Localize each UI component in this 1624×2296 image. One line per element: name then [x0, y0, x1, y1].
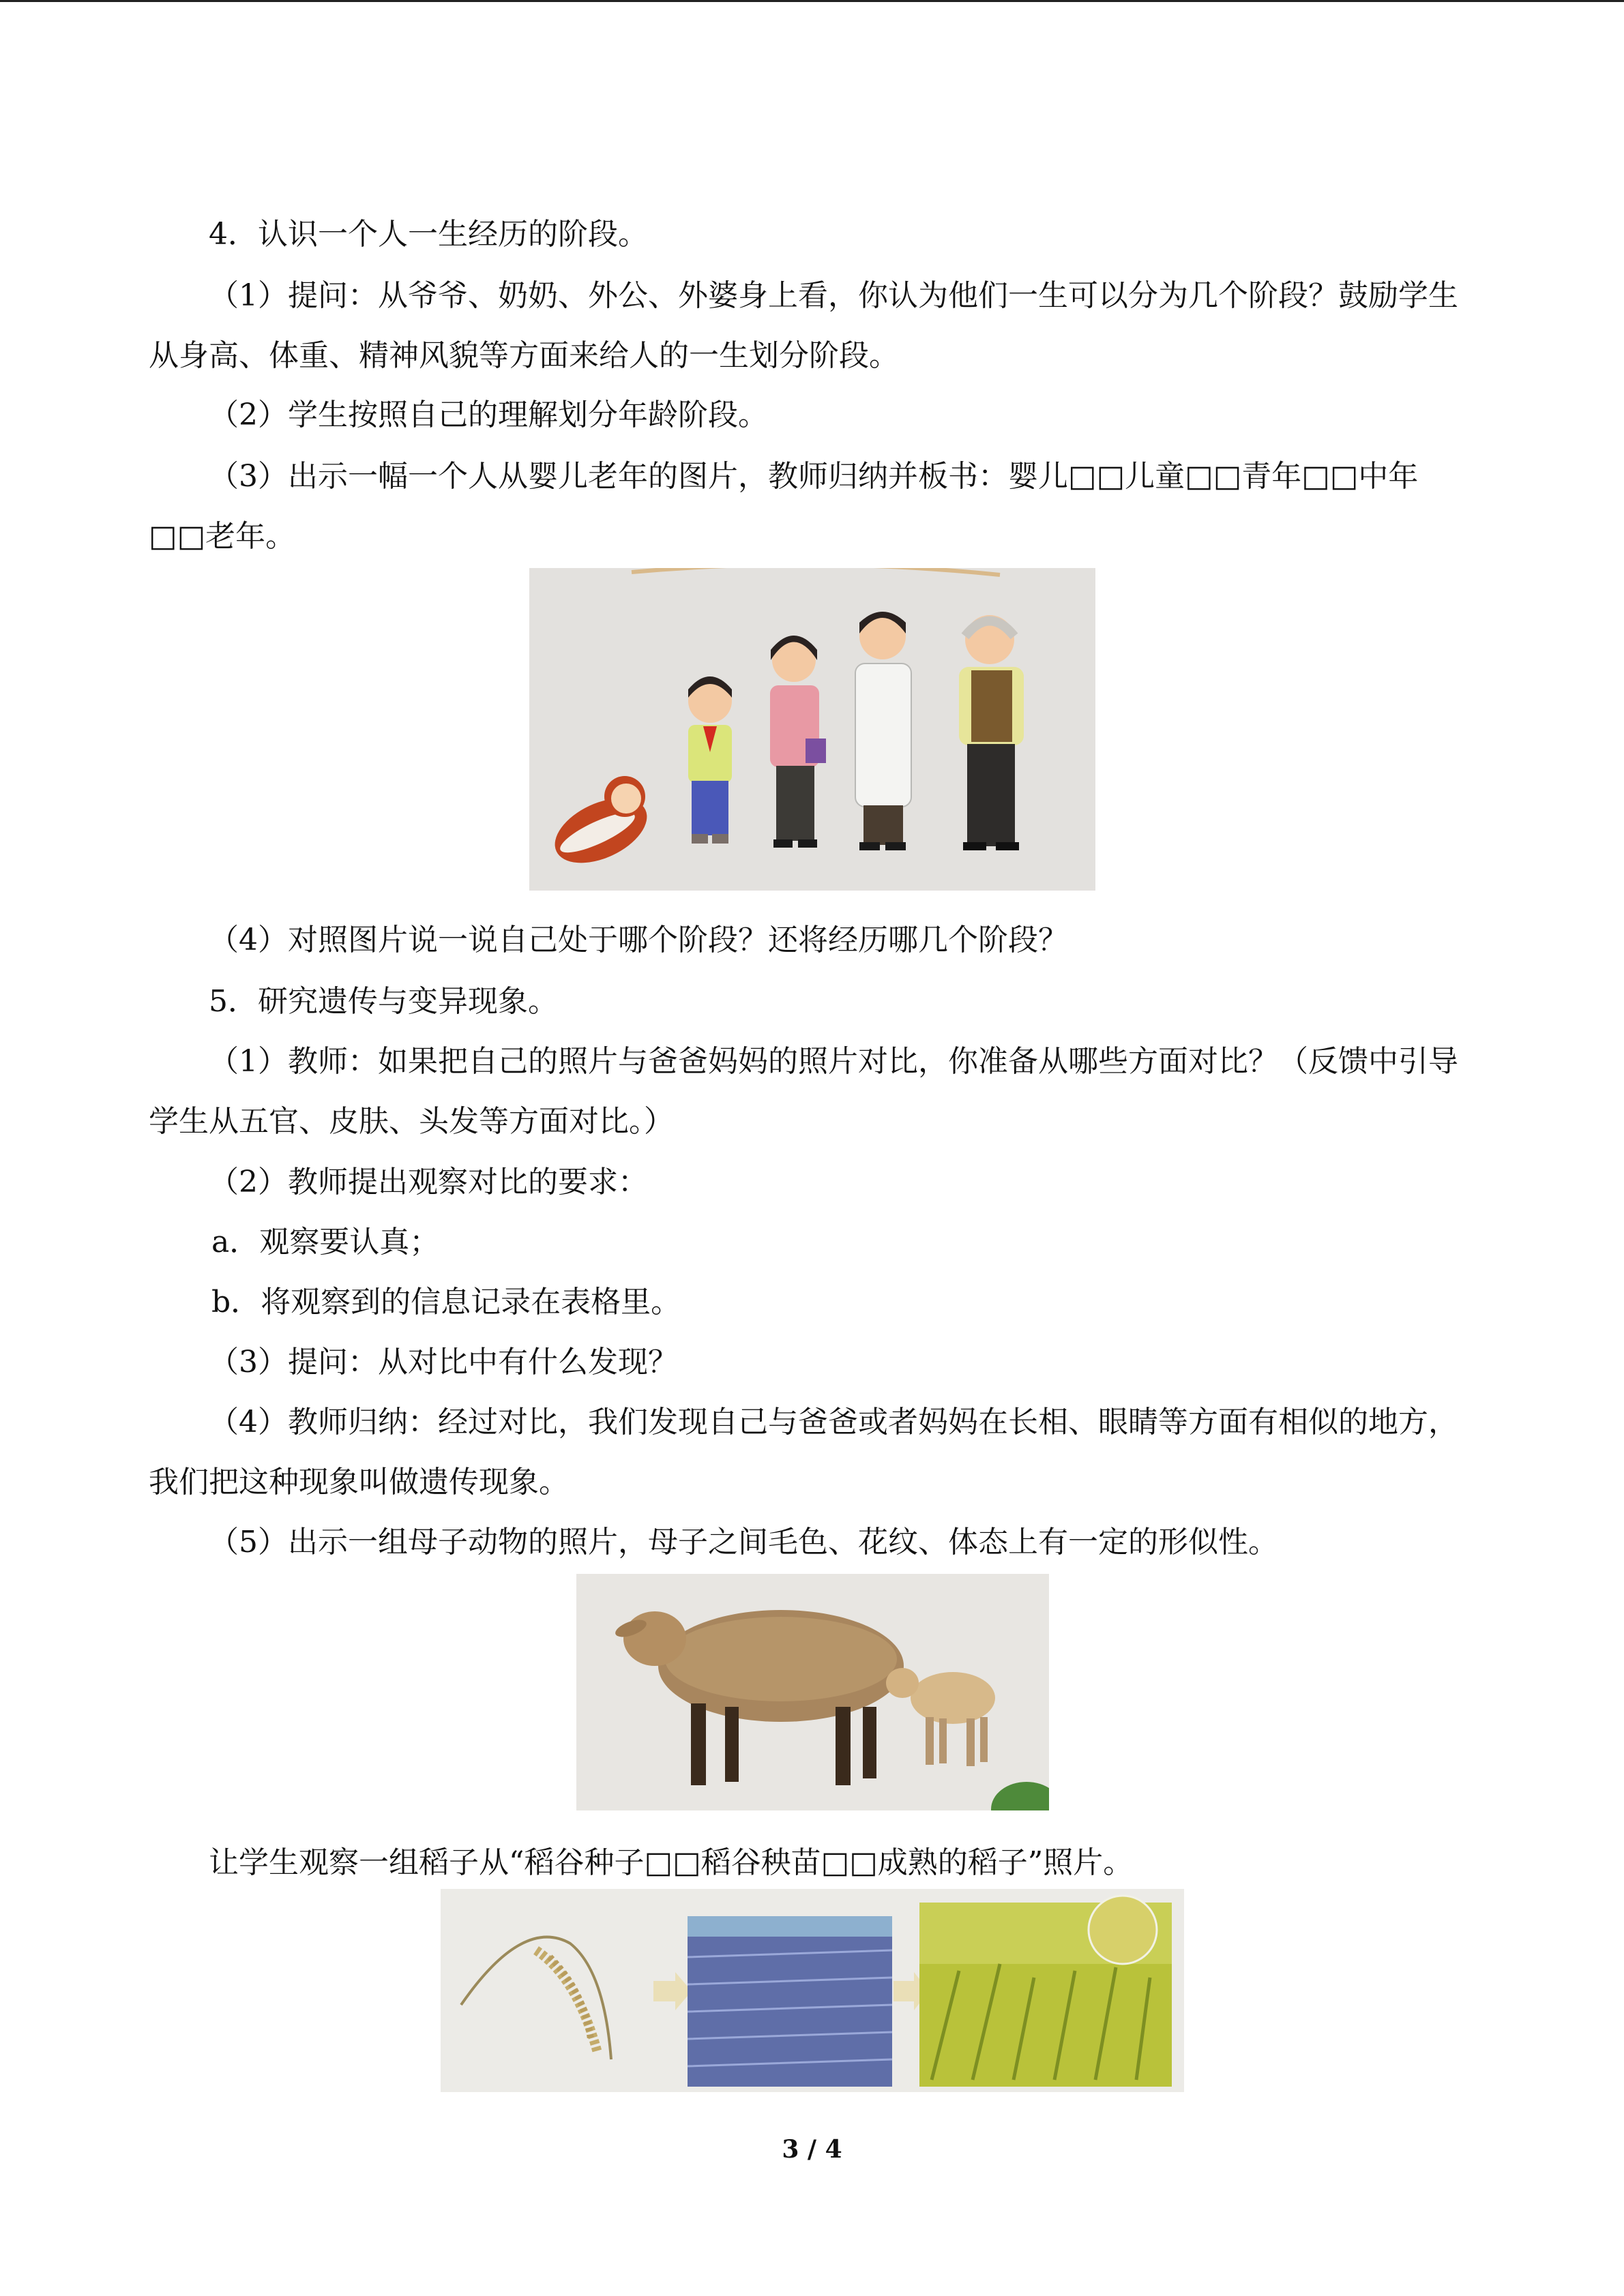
paragraph-4-2: （2）学生按照自己的理解划分年龄阶段。: [209, 398, 768, 432]
paragraph-5-2: （2）教师提出观察对比的要求：: [209, 1165, 648, 1199]
top-border: [0, 0, 1624, 2]
paragraph-5-1: （1）教师：如果把自己的照片与爸爸妈妈的照片对比，你准备从哪些方面对比？（反馈中引导学生从五官、皮肤、头发等方面对比。）: [149, 1044, 1458, 1139]
child-figure: [688, 676, 732, 844]
life-stages-figure: [529, 568, 1095, 891]
sheep-photo: [576, 1574, 1049, 1810]
paragraph-4-3: （3）出示一幅一个人从婴儿老年的图片，教师归纳并板书：婴儿□□儿童□□青年□□中年□□老年。: [149, 459, 1419, 554]
requirement-a: a．观察要认真；: [211, 1225, 440, 1259]
paragraph-4-1: （1）提问：从爷爷、奶奶、外公、外婆身上看，你认为他们一生可以分为几个阶段？鼓励学生从身高、体重、精神风貌等方面来给人的一生划分阶段。: [149, 278, 1458, 373]
rice-seedling-panel: [688, 1916, 892, 2087]
paragraph-5-3: （3）提问：从对比中有什么发现？: [209, 1345, 678, 1380]
page-number: 3 / 4: [782, 2135, 842, 2164]
section-5-heading: 5．研究遗传与变异现象。: [209, 984, 558, 1019]
mature-rice-panel: [919, 1896, 1172, 2087]
requirement-b: b．将观察到的信息记录在表格里。: [211, 1285, 681, 1320]
middle-aged-figure: [855, 612, 911, 850]
paragraph-5-4: （4）教师归纳：经过对比，我们发现自己与爸爸或者妈妈在长相、眼睛等方面有相似的地方，我们把这种现象叫做遗传现象。: [149, 1405, 1458, 1500]
paragraph-5-5: （5）出示一组母子动物的照片，母子之间毛色、花纹、体态上有一定的形似性。: [209, 1525, 1278, 1560]
rice-intro-paragraph: 让学生观察一组稻子从“稻谷种子□□稻谷秧苗□□成熟的稻子”照片。: [209, 1845, 1134, 1880]
section-4-heading: 4．认识一个人一生经历的阶段。: [209, 217, 648, 252]
paragraph-4-4: （4）对照图片说一说自己处于哪个阶段？还将经历哪几个阶段？: [209, 923, 1068, 957]
rice-growth-photo: [441, 1889, 1184, 2092]
